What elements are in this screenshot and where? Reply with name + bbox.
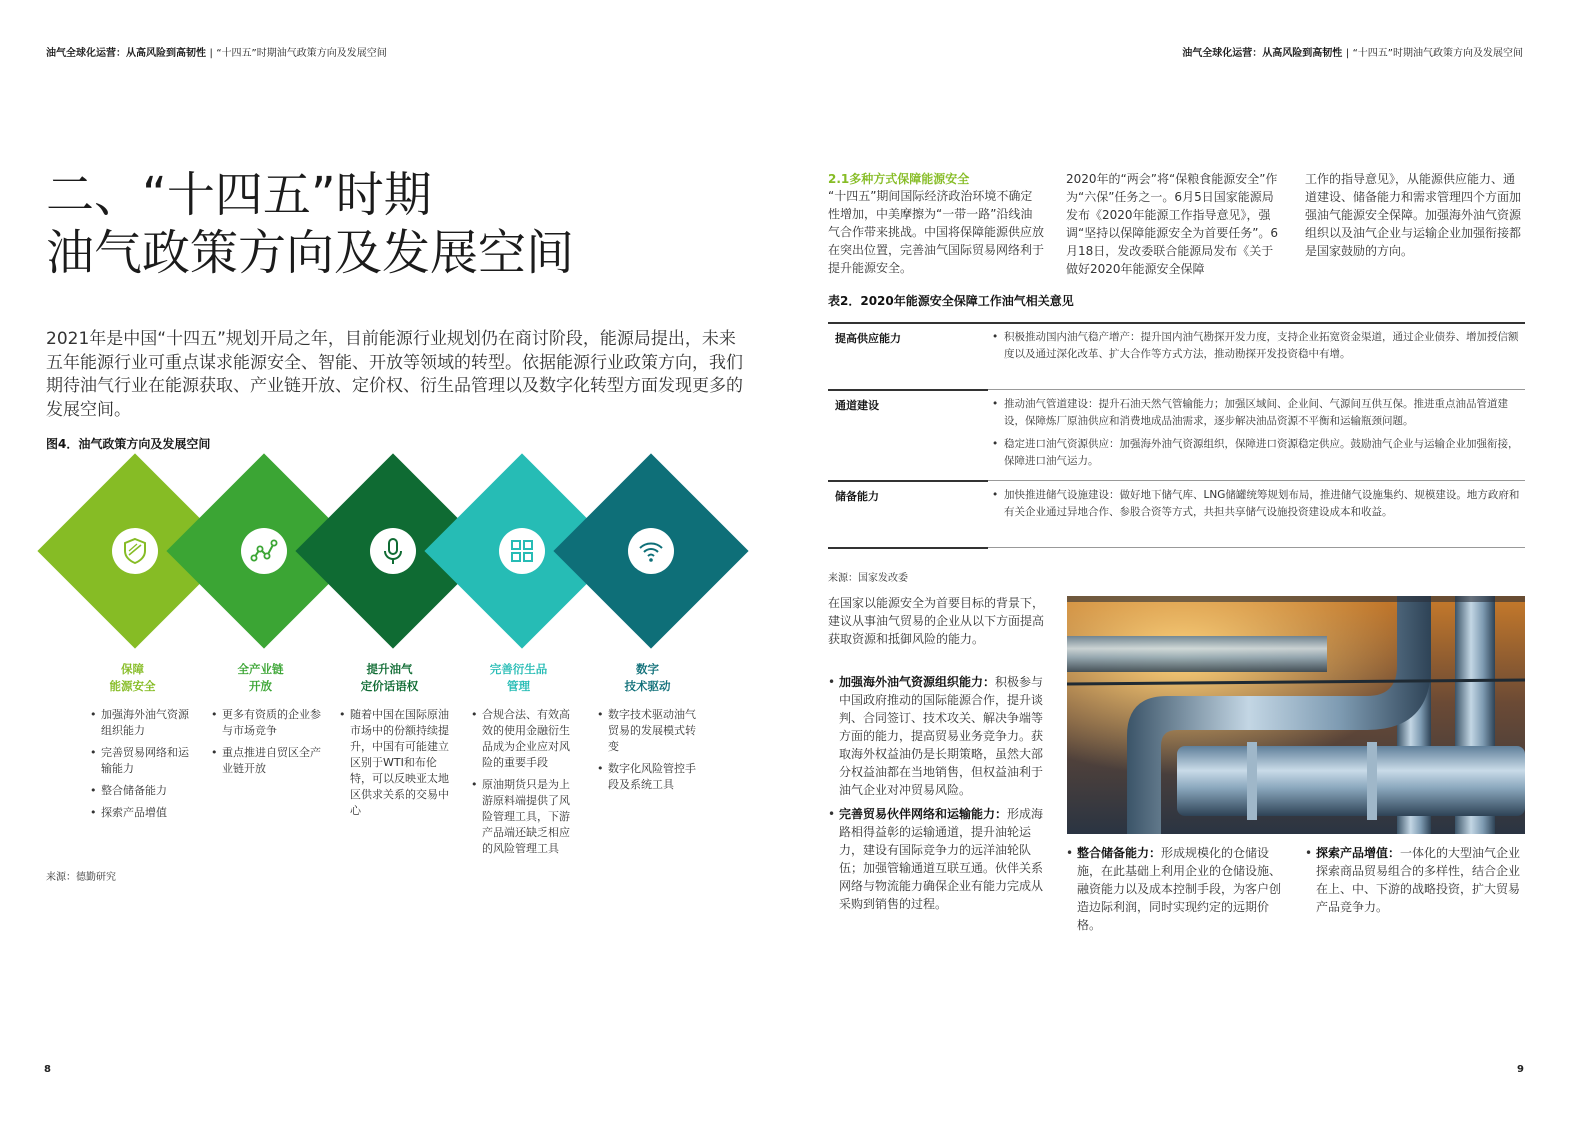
list-item: • 数字化风险管控手段及系统工具 [597, 761, 705, 793]
figure-source: 来源：德勤研究 [46, 872, 116, 883]
column-2-title-line-1: 全产业链 [237, 662, 284, 676]
bullet-list-middle [1066, 844, 1282, 934]
table-bottom-rule-bold [828, 547, 988, 549]
running-header-left [46, 44, 387, 59]
column-list-4 [471, 707, 579, 863]
column-title-5 [595, 661, 700, 695]
section-col-1: “十四五”期间国际经济政治环境不确定性增加，中美摩擦为“一带一路”沿线油气合作带来挑战。中国将保障能源供应放在突出位置，完善油气国际贸易网络利于提升能源安全。 [828, 189, 1045, 275]
bullet-4-title: 探索产品增值： [1316, 846, 1401, 860]
intro-paragraph: 在国家以能源安全为首要目标的背景下，建议从事油气贸易的企业从以下方面提高获取资源和抵御风险的能力。 [828, 596, 1045, 646]
column-list-2 [211, 707, 329, 783]
list-item: • 数字技术驱动油气贸易的发展模式转变 [597, 707, 705, 755]
bullet-1-text: 积极参与中国政府推动的国际能源合作，提升谈判、合同签订、技术攻关、解决争端等方面的能力，提高贸易业务竞争力。获取海外权益油仍是长期策略，虽然大部分权益油都在当地销售，但权益油利于油气企业对冲贸易风险。 [839, 675, 1044, 797]
table-row-divider-2-bold [828, 480, 988, 482]
column-4-title-line-1: 完善衍生品 [489, 662, 548, 676]
table-row-content-1 [992, 329, 1522, 369]
bullet-1-title: 加强海外油气资源组织能力： [839, 675, 996, 689]
header-left-sep: | [209, 48, 213, 59]
bullet-2-title: 完善贸易伙伴网络和运输能力： [839, 807, 1008, 821]
industrial-pipes-photo [1067, 596, 1525, 834]
column-list-1 [90, 707, 198, 827]
column-3-title-line-1: 提升油气 [366, 662, 413, 676]
list-item: • 原油期货只是为上游原料端提供了风险管理工具，下游产品端还缺乏相应的风险管理工具 [471, 777, 579, 857]
page-number-right: 9 [1517, 1064, 1524, 1075]
list-item: • 加强海外油气资源组织能力 [90, 707, 198, 739]
table-caption: 表2．2020年能源安全保障工作油气相关意见 [828, 294, 1074, 308]
title-line-1: 二、“十四五”时期 [46, 167, 432, 223]
bullet-list-left [828, 673, 1044, 913]
column-list-5 [597, 707, 705, 799]
table-row-content-3 [992, 487, 1522, 527]
header-right-sub: “十四五”时期油气政策方向及发展空间 [1352, 48, 1523, 59]
column-3-title-line-2: 定价话语权 [360, 679, 419, 693]
table-source: 来源：国家发改委 [828, 573, 908, 584]
list-item: • 积极推动国内油气稳产增产：提升国内油气勘探开发力度，支持企业拓宽资金渠道，通过企业债券、增加授信额度以及通过深化改革、扩大合作等方式方法，推动勘探开发投资稳中有增。 [992, 329, 1522, 363]
list-item: • 重点推进自贸区全产业链开放 [211, 745, 329, 777]
table-row-label-1: 提高供应能力 [835, 332, 901, 345]
list-item [1066, 844, 1282, 934]
list-item: • 更多有资质的企业参与市场竞争 [211, 707, 329, 739]
table-row-content-2 [992, 396, 1522, 476]
section-col-2: 2020年的“两会”将“保粮食能源安全”作为“六保”任务之一。6月5日国家能源局发布《2020年能源工作指导意见》，强调“坚持以保障能源安全为首要任务”。6月18日，发改委联合能源局发布《关于做好2020年能源安全保障 [1066, 172, 1279, 276]
microphone-icon [370, 528, 416, 574]
header-right-bold: 油气全球化运营：从高风险到高韧性 [1182, 48, 1343, 59]
list-item: • 合规合法、有效高效的使用金融衍生品成为企业应对风险的重要手段 [471, 707, 579, 771]
list-item [828, 673, 1044, 799]
shield-icon [112, 528, 158, 574]
column-title-3 [337, 661, 442, 695]
lead-paragraph: 2021年是中国“十四五”规划开局之年，目前能源行业规划仍在商讨阶段，能源局提出，未来五年能源行业可重点谋求能源安全、智能、开放等领域的转型。依据能源行业政策方向，我们期待油气行业在能源获取、产业链开放、定价权、衍生品管理以及数字化转型方面发现更多的发展空间。 [46, 329, 743, 420]
list-item: • 推动油气管道建设：提升石油天然气管输能力；加强区域间、企业间、气源间互供互保。推进重点油品管道建设，保障炼厂原油供应和消费地成品油需求，逐步解决油品资源不平衡和运输瓶颈问题。 [992, 396, 1522, 430]
bullet-3-title: 整合储备能力： [1077, 846, 1162, 860]
column-5-title-line-1: 数字 [636, 662, 659, 676]
column-1-title-line-1: 保障 [121, 662, 144, 676]
list-item: • 加快推进储气设施建设：做好地下储气库、LNG储罐统筹规划布局，推进储气设施集约、规模建设。地方政府和有关企业通过异地合作、参股合资等方式，共担共享储气设施投资建设成本和收益。 [992, 487, 1522, 521]
page-number-left: 8 [44, 1064, 51, 1075]
grid-icon [499, 528, 545, 574]
column-2-title-line-2: 开放 [249, 679, 272, 693]
running-header-right [1182, 44, 1523, 59]
column-title-1 [80, 661, 185, 695]
section-col-3: 工作的指导意见》，从能源供应能力、通道建设、储备能力和需求管理四个方面加强油气能源安全保障。加强海外油气资源组织以及油气企业与运输企业加强衔接都是国家鼓励的方向。 [1305, 172, 1522, 258]
list-item: • 完善贸易网络和运输能力 [90, 745, 198, 777]
table-row-divider-1-bold [828, 389, 988, 391]
network-icon [241, 528, 287, 574]
header-left-sub: “十四五”时期油气政策方向及发展空间 [216, 48, 387, 59]
list-item: • 整合储备能力 [90, 783, 198, 799]
wifi-icon [628, 528, 674, 574]
list-item [828, 805, 1044, 913]
column-title-2 [208, 661, 313, 695]
bullet-list-right [1305, 844, 1525, 916]
table-top-rule [828, 322, 1525, 324]
table-row-label-2: 通道建设 [835, 399, 879, 412]
header-left-bold: 油气全球化运营：从高风险到高韧性 [46, 48, 206, 59]
figure-caption: 图4．油气政策方向及发展空间 [46, 437, 211, 451]
diamond-figure [46, 460, 746, 650]
list-item: • 探索产品增值 [90, 805, 198, 821]
bullet-2-text: 形成海路相得益彰的运输通道，提升油轮运力，建设有国际竞争力的远洋油轮队伍；加强管输通道互联互通。伙伴关系网络与物流能力确保企业有能力完成从采购到销售的过程。 [839, 807, 1044, 911]
table-row-label-3: 储备能力 [835, 490, 879, 503]
page-title [46, 166, 574, 282]
list-item: • 随着中国在国际原油市场中的份额持续提升，中国有可能建立区别于WTI和布伦特，可以反映亚太地区供求关系的交易中心 [339, 707, 457, 819]
column-4-title-line-2: 管理 [507, 679, 530, 693]
bullet-4-text: 一体化的大型油气企业探索商品贸易组合的多样性，结合企业在上、中、下游的战略投资，扩大贸易产品竞争力。 [1316, 846, 1521, 914]
header-right-sep: | [1345, 48, 1350, 59]
section-heading: 2.1多种方式保障能源安全 [828, 172, 970, 186]
column-title-4 [466, 661, 571, 695]
column-1-title-line-2: 能源安全 [109, 679, 156, 693]
column-5-title-line-2: 技术驱动 [624, 679, 671, 693]
bullet-3-text: 形成规模化的仓储设施，在此基础上利用企业的仓储设施、融资能力以及成本控制手段，为客户创造边际利润，同时实现约定的远期价格。 [1077, 846, 1282, 932]
list-item: • 稳定进口油气资源供应：加强海外油气资源组织，保障进口资源稳定供应。鼓励油气企业与运输企业加强衔接，保障进口油气运力。 [992, 436, 1522, 470]
list-item [1305, 844, 1525, 916]
column-list-3 [339, 707, 457, 825]
title-line-2: 油气政策方向及发展空间 [46, 225, 575, 281]
